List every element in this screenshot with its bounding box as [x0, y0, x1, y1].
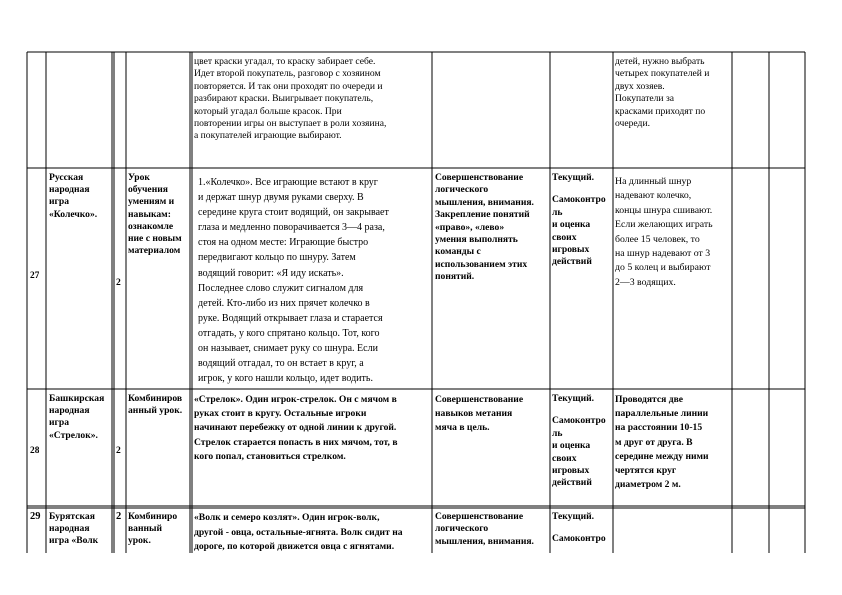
text-line: а покупателей играющие выбирают.	[194, 130, 342, 142]
lesson-type	[128, 393, 190, 417]
top-game-description	[194, 56, 431, 143]
text-line: «Волк и семеро козлят». Один игрок-волк,	[194, 512, 380, 523]
text-line: начинают перебежку от одной линии к другой.	[194, 422, 397, 434]
text-line: народная	[49, 184, 90, 196]
text-line: «право», «лево»	[435, 221, 505, 233]
text-line: дороге, по которой движется овца с ягнятами.	[194, 541, 395, 553]
text-line: м друг от друга. В	[615, 436, 693, 448]
lesson-goal	[435, 511, 549, 548]
row-number: 27	[30, 271, 40, 281]
text-line: Текущий.	[552, 172, 595, 183]
text-line: более 15 человек, то	[615, 233, 700, 245]
text-line: водящий отгадал, то он встает в круг, а	[198, 358, 364, 370]
text-line: Закрепление понятий	[435, 209, 530, 221]
text-line: на расстоянии 10-15	[615, 422, 703, 434]
text-line: Совершенствование	[435, 394, 524, 405]
text-line: Самоконтро	[552, 194, 606, 206]
lesson-type	[128, 511, 190, 548]
text-line: ние с новым	[128, 233, 182, 245]
text-line: водящий говорит: «Я иду искать».	[198, 267, 344, 279]
text-line: Башкирская	[49, 393, 105, 404]
text-line: материалом	[128, 245, 181, 257]
text-line: на шнур надевают от 3	[615, 248, 711, 260]
text-line: Урок	[128, 172, 150, 183]
text-line: очереди.	[615, 118, 650, 130]
text-line: мышления, внимания.	[435, 196, 534, 208]
text-line: и держат шнур двумя руками сверху. В	[198, 192, 364, 204]
text-line: мяча в цель.	[435, 422, 490, 434]
text-line: Совершенствование	[435, 511, 524, 522]
notes	[615, 175, 731, 290]
text-line: умениям и	[128, 196, 175, 208]
text-line: до 5 колец и выбирают	[615, 262, 711, 274]
lesson-goal	[435, 393, 549, 436]
text-line: концы шнура сшивают.	[615, 204, 713, 216]
text-line: который угадал больше красок. При	[194, 105, 342, 117]
text-line: стоя на одном месте: Играющие быстро	[198, 237, 369, 249]
notes	[615, 393, 731, 492]
control-type	[552, 393, 612, 490]
text-line: На длинный шнур	[615, 176, 692, 187]
text-line: четырех покупателей и	[615, 68, 710, 80]
text-line: детей. Кто-либо из них прячет колечко в	[198, 297, 370, 309]
text-line: игрок, у кого нашли кольцо, идет водить.	[198, 373, 373, 385]
text-line: анный урок.	[128, 405, 183, 417]
text-line: Стрелок старается попасть в них мячом, тот, в	[194, 436, 398, 448]
text-line: руке. Водящий открывает глаза и старается	[198, 312, 383, 324]
text-line: передвигают кольцо по шнуру. Затем	[198, 252, 356, 264]
text-line: красками приходят по	[615, 105, 706, 117]
text-line: игровых	[552, 244, 590, 256]
text-line: диаметром 2 м.	[615, 479, 681, 491]
lesson-goal	[435, 172, 549, 284]
text-line: ль	[552, 427, 563, 439]
text-line: «Стрелок». Один игрок-стрелок. Он с мячом в	[194, 394, 397, 405]
text-line: «Колечко».	[49, 208, 98, 220]
text-line: Текущий.	[552, 393, 595, 404]
text-line: команды с	[435, 246, 481, 258]
text-line: Идет второй покупатель, разговор с хозяином	[194, 68, 381, 80]
text-line: использованием этих	[435, 258, 528, 270]
text-line: отгадать, у кого спрятано кольцо. Тот, кого	[198, 327, 380, 339]
text-line: 2—3 водящих.	[615, 276, 676, 288]
text-line: детей, нужно выбрать	[615, 56, 705, 67]
text-line: глаза и медленно поворачивается 3—4 раза,	[198, 222, 385, 234]
game-name	[49, 511, 111, 548]
game-description	[194, 511, 431, 555]
text-line: действий	[552, 256, 592, 268]
game-name	[49, 393, 111, 442]
text-line: Последнее слово служит сигналом для	[198, 282, 364, 294]
text-line: игра	[49, 417, 70, 429]
text-line: повторяется. И так они проходят по очереди и	[194, 80, 383, 92]
text-line: и оценка	[552, 219, 591, 231]
text-line: цвет краски угадал, то краску забирает себе.	[194, 56, 376, 67]
control-type	[552, 172, 612, 269]
text-line: мышления, внимания.	[435, 535, 534, 547]
text-line: Покупатели за	[615, 93, 675, 105]
text-line: повторении игры он выступает в роли хозяина,	[194, 118, 387, 130]
game-description	[198, 175, 431, 386]
text-line: игровых	[552, 465, 590, 477]
text-line: параллельные линии	[615, 408, 709, 420]
control-type	[552, 511, 612, 546]
text-line: кого попал, становиться стрелком.	[194, 450, 346, 462]
text-line: своих	[552, 231, 577, 243]
text-line: разбирают краски. Выигрывает покупатель,	[194, 93, 374, 105]
game-name	[49, 172, 111, 221]
text-line: середине круга стоит водящий, он закрывает	[198, 207, 389, 219]
text-line: своих	[552, 452, 577, 464]
text-line: народная	[49, 523, 90, 535]
text-line: обучения	[128, 184, 168, 196]
text-line: урок.	[128, 535, 151, 547]
text-line: другой - овца, остальные-ягнята. Волк сидит на	[194, 526, 403, 538]
text-line: Совершенствование	[435, 172, 524, 183]
text-line: игра «Волк	[49, 535, 99, 547]
text-line: Комбиниро	[128, 511, 178, 522]
row-number: 28	[30, 446, 40, 456]
text-line: навыкам:	[128, 208, 171, 220]
text-line: Если желающих играть	[615, 219, 713, 231]
text-line: надевают колечко,	[615, 190, 692, 202]
text-line	[552, 523, 612, 533]
hours: 2	[116, 511, 122, 522]
top-notes	[615, 56, 731, 130]
text-line: игра	[49, 196, 70, 208]
row-number: 29	[30, 511, 41, 522]
lesson-type	[128, 172, 190, 257]
text-line: навыков метания	[435, 408, 513, 420]
text-line: Бурятская	[49, 511, 95, 522]
text-line: Русская	[49, 172, 84, 183]
text-line: середине между ними	[615, 450, 709, 462]
hours: 2	[116, 277, 121, 288]
text-line: Проводятся две	[615, 394, 684, 405]
text-line: ознакомле	[128, 220, 174, 232]
text-line: «Стрелок».	[49, 429, 98, 441]
text-line: народная	[49, 405, 90, 417]
text-line: ль	[552, 206, 563, 218]
text-line: логического	[435, 523, 489, 535]
text-line: Самоконтро	[552, 533, 606, 545]
text-line: действий	[552, 477, 592, 489]
text-line	[552, 405, 612, 415]
text-line: ванный	[128, 523, 163, 535]
hours: 2	[116, 445, 121, 456]
text-line: он называет, снимает руку со шнура. Если	[198, 343, 378, 355]
text-line: и оценка	[552, 440, 591, 452]
text-line: Самоконтро	[552, 415, 606, 427]
text-line: руках стоит в кругу. Остальные игроки	[194, 408, 367, 420]
text-line: понятий.	[435, 271, 475, 283]
text-line: Текущий.	[552, 511, 595, 522]
game-description	[194, 393, 431, 464]
text-line: Комбиниров	[128, 393, 183, 404]
text-line: двух хозяев.	[615, 80, 665, 92]
text-line: чертятся круг	[615, 465, 677, 477]
text-line	[552, 184, 612, 194]
text-line: 1.«Колечко». Все играющие встают в круг	[198, 177, 378, 188]
text-line: умения выполнять	[435, 234, 518, 246]
text-line: логического	[435, 184, 489, 196]
